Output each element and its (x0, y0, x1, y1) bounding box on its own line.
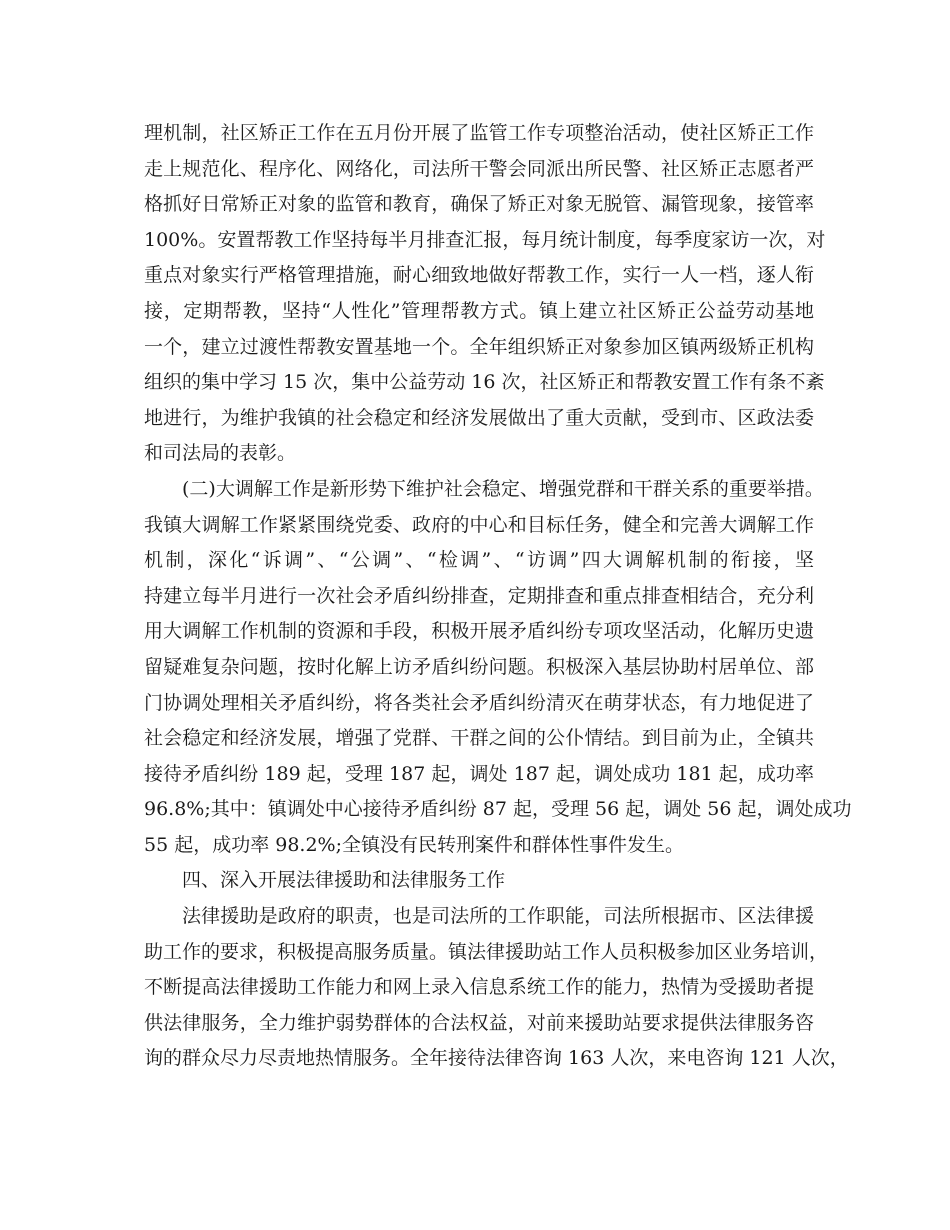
text-line: 社会稳定和经济发展，增强了党群、干群之间的公仆情结。到目前为止，全镇共 (144, 727, 814, 750)
text-line: 格抓好日常矫正对象的监管和教育，确保了矫正对象无脱管、漏管现象，接管率 (144, 193, 814, 216)
text-line: 理机制，社区矫正工作在五月份开展了监管工作专项整治活动，使社区矫正工作 (144, 122, 814, 144)
text-line: 96.8%;其中：镇调处中心接待矛盾纠纷 87 起，受理 56 起，调处 56 起，调处成功 (144, 798, 852, 821)
text-line: 接，定期帮教，坚持“人性化”管理帮教方式。镇上建立社区矫正公益劳动基地 (144, 299, 814, 322)
text-line: 地进行，为维护我镇的社会稳定和经济发展做出了重大贡献，受到市、区政法委 (144, 406, 814, 429)
text-line: 我镇大调解工作紧紧围绕党委、政府的中心和目标任务，健全和完善大调解工作 (144, 513, 814, 536)
text-line: 不断提高法律援助工作能力和网上录入信息系统工作的能力，热情为受援助者提 (144, 976, 814, 999)
text-line: 法律援助是政府的职责，也是司法所的工作职能，司法所根据市、区法律援 (182, 905, 814, 928)
text-line: 55 起，成功率 98.2%;全镇没有民转刑案件和群体性事件发生。 (144, 833, 685, 856)
text-line: 四、深入开展法律援助和法律服务工作 (182, 869, 506, 892)
text-line: 门协调处理相关矛盾纠纷，将各类社会矛盾纠纷清灭在萌芽状态，有力地促进了 (144, 691, 814, 714)
text-line: 留疑难复杂问题，按时化解上访矛盾纠纷问题。积极深入基层协助村居单位、部 (144, 655, 814, 678)
text-line: 重点对象实行严格管理措施，耐心细致地做好帮教工作，实行一人一档，逐人衔 (144, 264, 814, 287)
text-line: 一个，建立过渡性帮教安置基地一个。全年组织矫正对象参加区镇两级矫正机构 (144, 335, 814, 358)
text-line: 组织的集中学习 15 次，集中公益劳动 16 次，社区矫正和帮教安置工作有条不紊 (144, 371, 825, 394)
text-line: 走上规范化、程序化、网络化，司法所干警会同派出所民警、社区矫正志愿者严 (144, 157, 814, 180)
text-line: 100%。安置帮教工作坚持每半月排查汇报，每月统计制度，每季度家访一次，对 (144, 228, 826, 251)
text-line: 助工作的要求，积极提高服务质量。镇法律援助站工作人员积极参加区业务培训， (144, 940, 829, 963)
text-line: 询的群众尽力尽责地热情服务。全年接待法律咨询 163 人次，来电咨询 121 人次， (144, 1047, 849, 1070)
text-line: 持建立每半月进行一次社会矛盾纠纷排查，定期排查和重点排查相结合，充分利 (144, 584, 814, 607)
text-line: 接待矛盾纠纷 189 起，受理 187 起，调处 187 起，调处成功 181 起，成功率 (144, 762, 814, 785)
text-line: 机制，深化“诉调”、“公调”、“检调”、“访调”四大调解机制的衔接，坚 (144, 549, 814, 572)
text-line: (二)大调解工作是新形势下维护社会稳定、增强党群和干群关系的重要举措。 (182, 477, 824, 500)
text-line: 用大调解工作机制的资源和手段，积极开展矛盾纠纷专项攻坚活动，化解历史遗 (144, 620, 814, 643)
text-line: 和司法局的表彰。 (144, 442, 297, 465)
document-body (144, 116, 852, 1077)
text-line: 供法律服务，全力维护弱势群体的合法权益，对前来援助站要求提供法律服务咨 (144, 1011, 814, 1034)
